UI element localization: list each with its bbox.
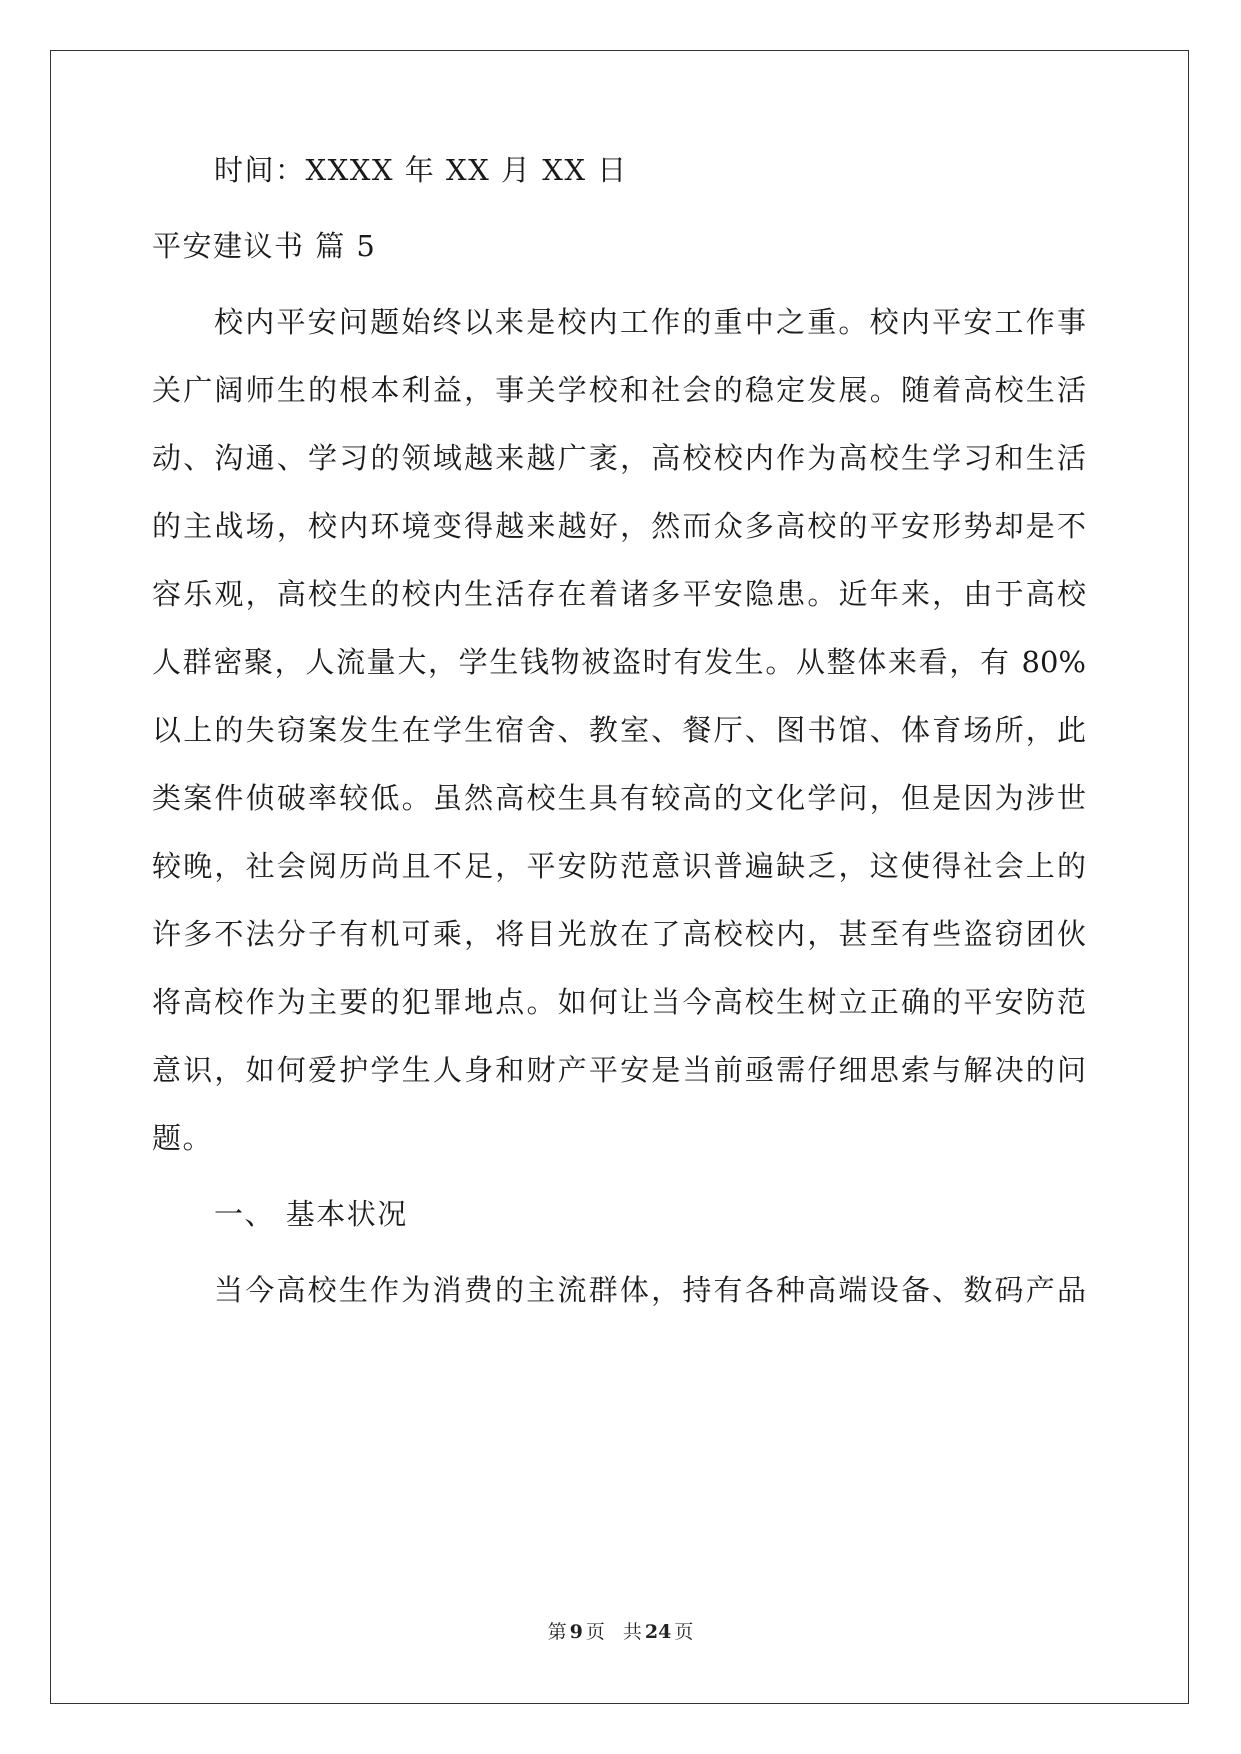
paragraph-line: 较晚，社会阅历尚且不足，平安防范意识普遍缺乏，这使得社会上的 <box>152 849 1086 883</box>
footer-page-number: 9 <box>569 1621 583 1643</box>
footer-total-pages: 24 <box>644 1621 672 1643</box>
page-footer <box>0 1620 1241 1644</box>
paragraph-line: 许多不法分子有机可乘，将目光放在了高校校内，甚至有些盗窃团伙 <box>152 917 1086 951</box>
paragraph-line: 类案件侦破率较低。虽然高校生具有较高的文化学问，但是因为涉世 <box>152 781 1086 815</box>
paragraph-line: 关广阔师生的根本利益，事关学校和社会的稳定发展。随着高校生活 <box>152 373 1086 407</box>
paragraph-line: 动、沟通、学习的领域越来越广袤，高校校内作为高校生学习和生活 <box>152 441 1086 475</box>
paragraph-line: 意识，如何爱护学生人身和财产平安是当前亟需仔细思索与解决的问 <box>152 1053 1086 1087</box>
footer-page-suffix: 页 <box>585 1621 605 1643</box>
paragraph-line: 人群密聚，人流量大，学生钱物被盗时有发生。从整体来看，有 80% <box>152 645 1086 679</box>
paragraph-line: 容乐观，高校生的校内生活存在着诸多平安隐患。近年来，由于高校 <box>152 577 1086 611</box>
paragraph-line: 的主战场，校内环境变得越来越好，然而众多高校的平安形势却是不 <box>152 509 1086 543</box>
section-title: 平安建议书 篇 5 <box>152 229 377 263</box>
paragraph-line: 校内平安问题始终以来是校内工作的重中之重。校内平安工作事 <box>214 305 1086 339</box>
paragraph-line: 将高校作为主要的犯罪地点。如何让当今高校生树立正确的平安防范 <box>152 985 1086 1019</box>
paragraph-line: 以上的失窃案发生在学生宿舍、教室、餐厅、图书馆、体育场所，此 <box>152 713 1086 747</box>
paragraph-2-line: 当今高校生作为消费的主流群体，持有各种高端设备、数码产品 <box>214 1273 1086 1307</box>
paragraph-line: 题。 <box>152 1121 214 1155</box>
footer-total-prefix: 共 <box>622 1621 642 1643</box>
heading-basic-situation: 一、 基本状况 <box>214 1197 408 1231</box>
footer-total-suffix: 页 <box>674 1621 694 1643</box>
date-line: 时间：XXXX 年 XX 月 XX 日 <box>214 153 628 187</box>
footer-page-prefix: 第 <box>547 1621 567 1643</box>
